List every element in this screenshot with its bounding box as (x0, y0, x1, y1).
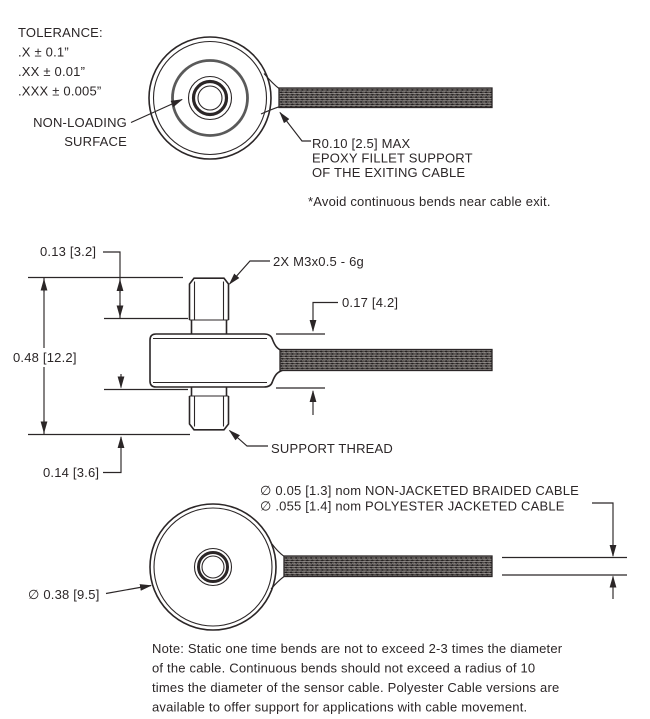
bottom-view (28, 483, 627, 630)
diameter-leader (106, 586, 151, 594)
thread-callout-leader (230, 261, 271, 284)
epoxy-label-1: R0.10 [2.5] MAX (312, 136, 411, 151)
epoxy-fillet-top (264, 74, 279, 89)
braided-cable-side (280, 350, 492, 371)
non-loading-label-2: SURFACE (64, 134, 127, 149)
note-line-4: available to offer support for applications with cable movement. (152, 699, 528, 715)
top-stud-thread (190, 278, 229, 320)
note-block (152, 641, 563, 715)
dim-exit-leader (313, 303, 338, 332)
dim-stud-text: 0.13 [3.2] (40, 244, 97, 259)
dim-overall-text: 0.48 [12.2] (13, 350, 77, 365)
bottom-boss-ring (199, 553, 228, 582)
dim-support-leader (103, 437, 121, 473)
tolerance-title: TOLERANCE: (18, 25, 103, 40)
tolerance-block (18, 25, 103, 99)
sensor-outer-edge (149, 37, 271, 159)
top-view (33, 37, 551, 209)
bottom-inner-edge (154, 508, 272, 626)
sensor-inner-edge (154, 42, 267, 155)
note-line-3: times the diameter of the sensor cable. Polyester Cable versions are (152, 680, 560, 695)
support-thread-text: SUPPORT THREAD (271, 441, 393, 456)
epoxy-leader (280, 113, 311, 142)
support-thread-leader (230, 431, 269, 447)
cable-dim-text-1: ∅ 0.05 [1.3] nom NON-JACKETED BRAIDED CABLE (260, 483, 580, 498)
side-view (13, 244, 492, 480)
diameter-text: ∅ 0.38 [9.5] (28, 587, 100, 602)
bend-warning-note: *Avoid continuous bends near cable exit. (308, 194, 551, 209)
epoxy-label-3: OF THE EXITING CABLE (312, 165, 466, 180)
note-line-2: of the cable. Continuous bends should not exceed a radius of 10 (152, 660, 536, 676)
tolerance-line-2: .XX ± 0.01” (18, 64, 86, 79)
bottom-hole (202, 556, 224, 578)
cable-dim-text-2: ∅ .055 [1.4] nom POLYESTER JACKETED CABLE (260, 498, 565, 514)
tolerance-line-1: .X ± 0.1” (18, 44, 69, 60)
epoxy-label-2: EPOXY FILLET SUPPORT (312, 150, 473, 166)
bottom-fillet-bottom (271, 577, 284, 590)
bottom-stud-thread (190, 396, 229, 430)
center-hole (198, 86, 222, 110)
note-line-1: Note: Static one time bends are not to exceed 2-3 times the diameter (152, 641, 563, 656)
cable-dim-leader (592, 503, 613, 556)
thread-callout-text: 2X M3x0.5 - 6g (273, 254, 364, 269)
braided-cable (279, 88, 492, 108)
bottom-outer-edge (150, 504, 276, 630)
dim-stud-leader (103, 252, 120, 318)
sensor-body (150, 334, 282, 387)
dim-exit-text: 0.17 [4.2] (342, 295, 399, 310)
tolerance-line-3: .XXX ± 0.005” (18, 83, 102, 99)
bottom-boss-edge (195, 549, 232, 586)
non-loading-label-1: NON-LOADING (33, 115, 127, 130)
dim-support-text: 0.14 [3.6] (43, 465, 100, 480)
braided-cable-bottom (284, 556, 492, 577)
loading-ring (173, 61, 248, 136)
